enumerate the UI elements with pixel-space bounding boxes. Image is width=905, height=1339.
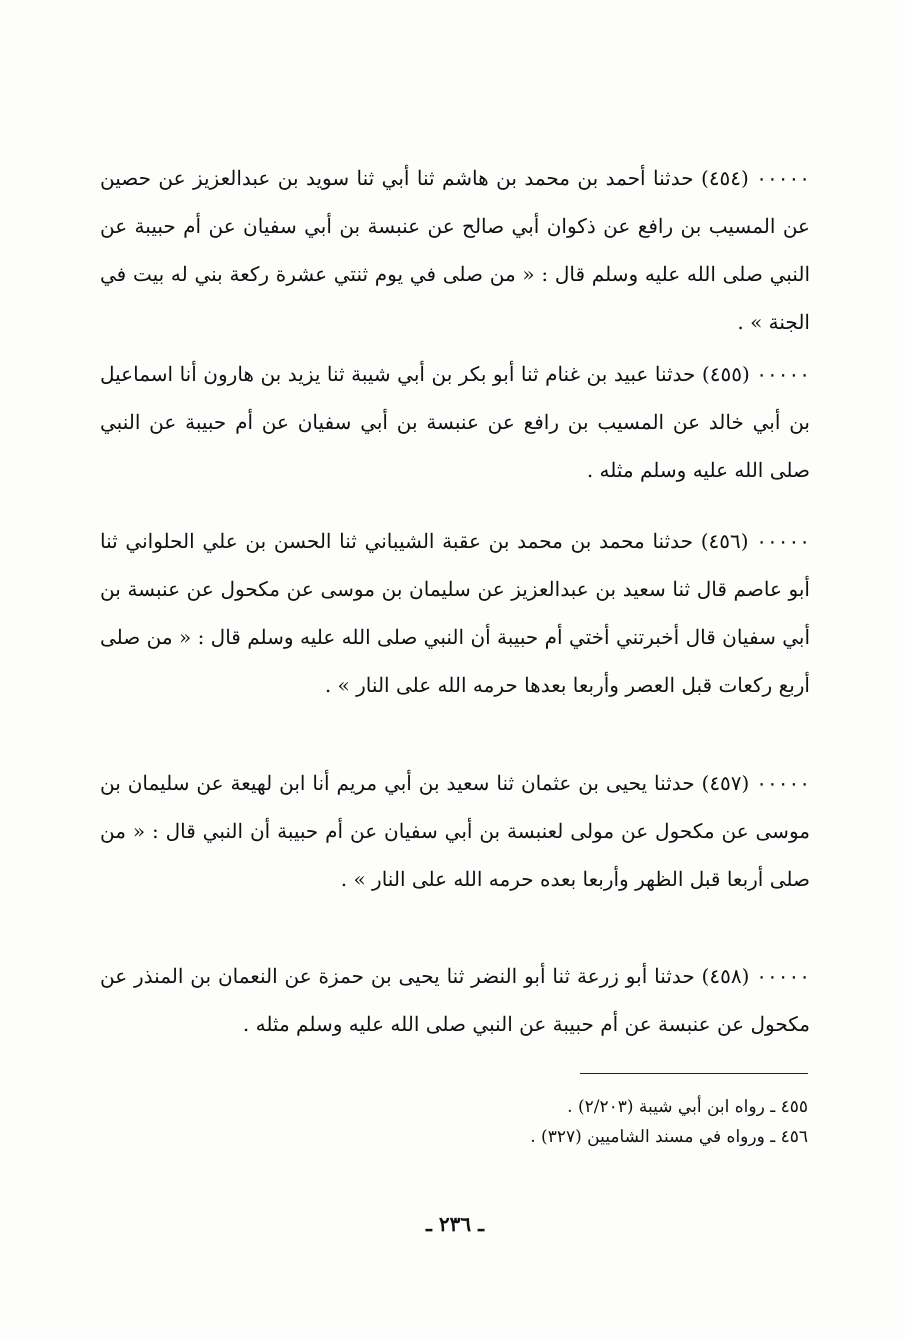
hadith-457: ٠٠٠٠٠ (٤٥٧) حدثنا يحيى بن عثمان ثنا سعيد بن أبي مريم أنا ابن لهيعة عن سليمان بن موسى عن مكحول عن مولى لعنبسة بن أبي سفيان عن أم حبيبة أن النبي قال : « من صلى أربعا قبل الظهر وأربعا بعده حرمه الله على النار » . bbox=[100, 771, 810, 891]
footnote-456: ٤٥٦ ـ ورواه في مسند الشاميين (٣٢٧) . bbox=[530, 1127, 808, 1147]
footnotes bbox=[380, 1092, 808, 1152]
hadith-458: ٠٠٠٠٠ (٤٥٨) حدثنا أبو زرعة ثنا أبو النضر ثنا يحيى بن حمزة عن النعمان بن المنذر عن مكحول عن عنبسة عن أم حبيبة عن النبي صلى الله عليه وسلم مثله . bbox=[100, 964, 810, 1036]
hadith-455: ٠٠٠٠٠ (٤٥٥) حدثنا عبيد بن غنام ثنا أبو بكر بن أبي شيبة ثنا يزيد بن هارون أنا اسماعيل بن أبي خالد عن المسيب بن رافع عن عنبسة بن أبي سفيان عن أم حبيبة عن النبي صلى الله عليه وسلم مثله . bbox=[100, 362, 810, 482]
page-number: ـ ٢٣٦ ـ bbox=[426, 1212, 484, 1236]
footnote-455: ٤٥٥ ـ رواه ابن أبي شيبة (٢/٢٠٣) . bbox=[567, 1097, 808, 1117]
footnote-divider bbox=[580, 1073, 808, 1074]
hadith-456: ٠٠٠٠٠ (٤٥٦) حدثنا محمد بن محمد بن عقبة الشيباني ثنا الحسن بن علي الحلواني ثنا أبو عاصم قال ثنا سعيد بن عبدالعزيز عن سليمان بن موسى عن مكحول عن عنبسة بن أبي سفيان قال أخبرتني أختي أم حبيبة أن النبي صلى الله عليه وسلم قال : « من صلى أربع ركعات قبل العصر وأربعا بعدها حرمه الله على النار » . bbox=[100, 529, 810, 697]
hadith-454: ٠٠٠٠٠ (٤٥٤) حدثنا أحمد بن محمد بن هاشم ثنا أبي ثنا سويد بن عبدالعزيز عن حصين عن المسيب بن رافع عن ذكوان أبي صالح عن عنبسة بن أبي سفيان عن أم حبيبة عن النبي صلى الله عليه وسلم قال : « من صلى في يوم ثنتي عشرة ركعة بني له بيت في الجنة » . bbox=[100, 166, 810, 334]
